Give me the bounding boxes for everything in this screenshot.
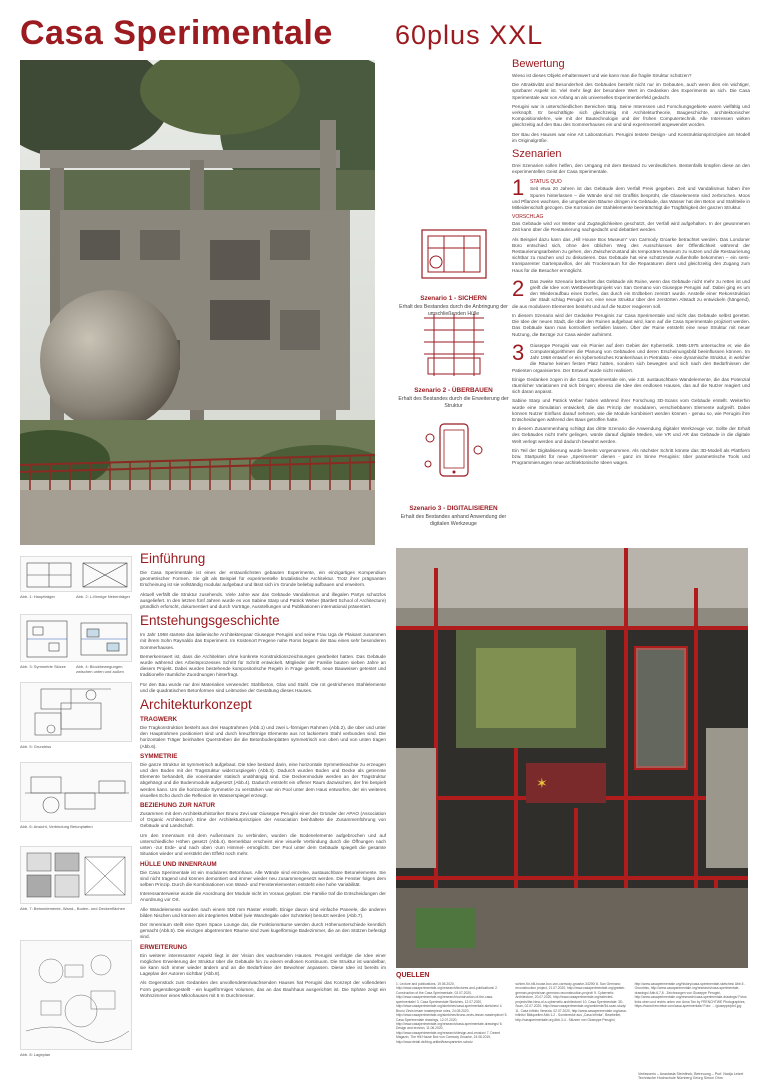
drawing-main-frames xyxy=(20,556,132,592)
bewertung-heading: Bewertung xyxy=(512,58,565,70)
architektur-text: Alle Wandelemente wurden nach einem 500 mm Raster erstellt. Einige davon sind einfache Paneele, die anderen bilden Nischen und können als integriertes Möbel (wie Wandregale oder Schränke) benutzt werden (Abb.7). xyxy=(140,906,386,918)
drawing-site-plan xyxy=(20,940,132,1050)
interior-photo xyxy=(396,548,748,968)
sources-col: http://www.casaperimentale.org/history/casa-sperimentale-sketches/ Abb.5 - Grundriss, http://www.casaperimentale.org/research/casa-sperimentale-drawings/ Abb.6,7,8 - Zeichnungen von Giuseppe Perugini, http://www.casaperimentale.org/research/casa-sperimentale-drawings/ Fotos links oben und rechts unten von Anna Tan by FRENCHTWE Photographies, https://www.frenchtwe.com/casa-sperimentale/ Foto: …/giuseppe/pb4.jpg xyxy=(634,982,747,1009)
drawing-floorplan xyxy=(20,682,132,742)
scenario-1-title: Szenario 1 - SICHERN xyxy=(420,295,487,302)
poster-subtitle: 60plus XXL xyxy=(395,20,544,50)
entstehung-text: Für den Bau wurde nur drei Materialien verwendet: Stahlbeton, Glas und Stahl. Die rot gestrichenen Stahlelemente und die quadratischen Betonformen sind Leitmotive der Gestaltung dieses Hauses. xyxy=(140,681,386,693)
drawing-symmetry xyxy=(20,614,132,662)
caption: Abb. 7: Betonelemente, Wand-, Boden- und Deckenflächen xyxy=(20,906,126,911)
scenario-2-card xyxy=(396,310,511,409)
architektur-text: Die Tragkonstruktion besteht aus drei Hauptrahmen (Abb.1) und zwei L-förmigen Rahmen (Abb.2), die über und unter den Hauptrahmen positioniert sind und durch kreuzförmige Elemente aus rot lackiertem Stahl verbunden sind. Die horizontalen Träger beinhalten Querstreben die die Betonbodenplatten symmetrisch von oben und von unten tragen (Abb.6). xyxy=(140,725,386,749)
szenarien-heading: Szenarien xyxy=(512,148,562,161)
sources-heading: QUELLEN xyxy=(396,972,430,979)
caption: Abb. 5: Grundriss xyxy=(20,744,52,749)
sources-col: 1. Lecture and publications, 19.06.2020, http://www.casaperimentale.org/research/lectures-and-publications/ 2. Construction of the Casa Sperimentale, 03.07.2020, http://www.casaperimentale.org/research/construction-of-the-casa-sperimentale/ 3. Casa Sperimentale Sketches, 12.07.2020, http://www.casaperimentale.org/sketches/casa-sperimentale-sketches/ 4. Bruno Zevis lesser masterpiece rules, 24.08.2020, http://www.casaperimentale.org/sketches/bruno-zevis-lesser-masterpiece/ 5. Casa Sperimentale drawings, 12.07.2020, http://www.casaperimentale.org/research/casa-sperimentale-drawings/ 6. Design and erosion, 11.06.2020, http://www.casaperimentale.org/research/design-and-erosion/ 7. Desert Magazin, The Hill House Box von Carmody Groarke, 24.08.2019, http://www.detail.de/blog-artikel/transparenter-schutz xyxy=(396,982,508,1044)
subsection-heading: ERWEITERUNG xyxy=(140,943,188,951)
scenario-2-title: Szenario 2 - ÜBERBAUEN xyxy=(414,387,493,394)
entstehung-text: Im Jahr 1968 startete das italienische Architektenpaar Giuseppe Perugini und seine Frau Uga de Plaisant zusammen mit ihrem Sohn Raynaldo das Experiment. Im Küstenort Fregene nahe Roms begann der Bau eines sehr besonderen Sommerhauses. xyxy=(140,632,386,650)
scenario-1-card xyxy=(396,218,511,317)
bewertung-text: Perugini war in unterschiedlichen Bereichen tätig. Seine Interessen und Forschungsgebiete waren vielfältig und verknüpft. Er beschäftigte sich gleichzeitig mit Architekturtheorie, Baugeschichte, architektonischer Kompositionslehre, wie mit der Bautechnologie und der frühen Computertechnik. Alle Interessen wirken gleichzeitig auf den Bau des Sommerhauses ein und sind experimentell angewendet worden. xyxy=(512,103,750,128)
szenario-text: Giuseppe Perugini war ein Pionier auf dem Gebiet der Kybernetik. 1965-1975 untersuchte er, wie die Computeralgorithmen die Planung von Gebäuden und deren Erscheinungsbild beeinflussen können. Im Jahr 1968 entwarf er ein kybernetisches Krankenhaus in Pietralata - eine dynamische Struktur, in welcher die Räume keinen festen Platz hatten, sondern sich bewegten und sich nach den Bedürfnissen der Patienten organisierten. Der Entwurf wurde nicht realisiert. xyxy=(512,342,750,373)
szenarien-intro: Drei Szenarien sollen helfen, den Umgang mit dem Bestand zu verdeutlichen. Bestenfalls knüpfen diese an den experimentellen Geist der Casa Sperimentale. xyxy=(512,163,750,175)
sources-section xyxy=(396,972,748,1082)
szenario-text: Ein Teil der Digitalisierung wurde bereits vorgenommen. Als nächster Schritt könnte das 3D-Modell als Plattform bzw. Startpunkt für neue „Sperimente“ dienen - ganz im Sinne Peruginis: über parametrische Tools und Programmierungen neue architektonische Ideen wagen. xyxy=(512,447,750,466)
architektur-text: Interessanterweise wurde die Anordnung der Module nicht im Voraus geplant. Die Familie traf die Entscheidungen der Anordnung vor Ort. xyxy=(140,891,386,903)
caption: Abb. 2: L-förmige Nebenträger xyxy=(76,594,131,599)
subsection-heading: TRAGWERK xyxy=(140,716,178,724)
einfuehrung-text: Die Casa Sperimentale ist eines der erstaunlichsten gebauten Experimente, ein einzigartiges Kompendium geometrischer Formen. Sie gilt als Beispiel für experimentelle brutalistische Architektur. Trotz ihrer prägnanten Erscheinung ist sie vollständig modular aufgebaut und lässt sich im Grunde beliebig aufbauen und erweitern. xyxy=(140,570,386,588)
caption: Abb. 1: Hauptträger xyxy=(20,594,55,599)
scenario-3-card xyxy=(396,420,511,527)
szenario-2-block xyxy=(512,279,750,341)
architektur-text: Ein weiterer interessanter Aspekt liegt in der Vision des wachsenden Hauses. Perugini verfolgte die Idee einer möglichen Erweiterung der Struktur über die Gebäude hin zu einem endlosen Kontinuum. Die Struktur ist wandelbar, sie kann sich immer wieder ändern und an die Bedürfnisse der Bewohner anpassen. Diese Idee ist bereits im Lageplan der Autoren sichtbar (Abb.8). xyxy=(140,952,386,977)
bewertung-text: Die Attraktivität und Besonderheit des Gebäudes besteht nicht nur im Gebauten, auch wenn dies ein wichtiger, spürbarer Aspekt ist. Viel mehr liegt der besondere Wert im Gedanken des Experiments an sich. Die Casa Sperimentale war von Anfang an als universelles Experimentierfeld gedacht. xyxy=(512,82,750,100)
author-credit: Verfasserin – Anastasia Steinfinck, Betreuung – Prof. Nadja Letzel Technische Hochschule Nürnberg Georg Simon Ohm xyxy=(638,1072,744,1080)
poster-title: Casa Sperimentale xyxy=(20,14,333,52)
svg-text:✶: ✶ xyxy=(536,776,548,792)
einfuehrung-text: Aktuell verfällt die Struktur zusehends. Viele Jahre war das Gebäude Vandalismus und illegalen Partys schutzlos ausgeliefert. In den letzten fünf Jahren wurde es von Sabine Starp und Patrick Weber (Bartlett School of Architecture) gründlich erforscht, dokumentiert und durch Vorträge, Ausstellungen und Publikationen international präsentiert. xyxy=(140,591,386,610)
scenario-2-desc: Erhalt des Bestandes durch die Erweiterung der Struktur xyxy=(398,396,509,409)
scenario-3-icon xyxy=(414,420,494,498)
hero-photo-casa-sperimentale xyxy=(20,60,375,545)
main-text-column xyxy=(140,548,386,1078)
bewertung-szenarien-column xyxy=(512,58,750,548)
szenario-text: Seit etwa 20 Jahren ist das Gebäude dem Verfall Preis gegeben. Zeit und Vandalismus haben ihre Spuren hinterlassen – die Wände sind mit Graffitis besprüht, die Glaselemente sind zerbrochen. Moos und Pflanzen wachsen, die umgebenden Bäume dringen ins Gebäude, das Wasser hat den Beton und Stahlteile in Mitleidenschaft gezogen. Die Korrosion der Stahlelemente beeinträchtigt die Tragfähigkeit der ganzen Struktur. xyxy=(512,186,750,211)
szenario-text: Sabine Starp und Patrick Weber haben während ihrer Forschung 3D-Scans vom Gebäude erstellt. Weiterhin wurde eine Simulation entwickelt, die das Prinzip der modularen, verschiebbaren Elemente aufgreift. Dabei können Nutzer Einfluss darauf nehmen, wie die Module kombiniert werden können - genau so, wie Perugini ihre Entscheidungen während des Baus getroffen hatte. xyxy=(512,398,750,422)
einfuehrung-heading: Einführung xyxy=(140,551,206,566)
scenario-2-icon xyxy=(414,310,494,380)
caption: Abb. 4: Blockbewegungen zwischen unten und außen xyxy=(76,664,124,674)
subsection-heading: BEZIEHUNG ZUR NATUR xyxy=(140,802,216,810)
szenario-text: Einige Gedanken zogen in die Casa Sperimentale ein, wie z.B. austauschbare Wandelemente, die das Potenzial räumlicher Variationen mit sich bringen; ebenso die Idee des endlosen Hauses, das auf die Nutzer reagiert und sich daran anpasst. xyxy=(512,376,750,395)
szenario-text: Als Beispiel dazu kann das „Hill House Box Museum“ von Carmody Groarke betrachtet werden. Das Londoner Büro entschied sich, ohne den üblichen Weg des Ausschlusses der Öffentlichkeit während der Restaurierungsarbeiten zu gehen, den Zwischenzustand als temporäres Museum zu nutzen und die Restaurierung sichtbar zu machen und zu diskutieren. Das Gebäude hat eine schützende Außenhülle bekommen – ein semi-transparenter Gartenpavillon, der als Trockenraum für die Reparaturen dient und gleichzeitig den Zugang zum Haus für die Besucher ermöglicht. xyxy=(512,236,750,273)
vorschlag-label: VORSCHLAG xyxy=(512,214,544,221)
scenario-icons-column xyxy=(396,60,511,550)
scenario-1-desc: Erhalt des Bestandes durch die Anbringung der umschließenden Hülle xyxy=(399,304,508,317)
drawings-column xyxy=(20,552,132,1072)
caption: Abb. 8: Lageplan xyxy=(20,1052,51,1057)
szenario-number: 2 xyxy=(512,278,525,301)
architektur-text: Die ganze Struktur ist symmetrisch aufgebaut. Die Idee bestand darin, eine horizontale Symmetrieachse zu erzeugen und den Boden mit der Tragstruktur widerzuspiegeln (Abb.3). Dadurch wurden Boden und Decke als getrennte Elemente behandelt, die voneinander statisch unabhängig sind. Die Deckenmodule werden an der Tragstruktur abgehängt und die Bodenmodule aufgesetzt (Abb.4). Dadurch entsteht ein offener Raum dazwischen, der frei bespielt werden kann. Um die horizontale Symmetrie zu verstärken war ein Pool unter dem Haus entworfen, der ein weiteres visuelles Echo durch die Reflexion im Wasserspiegel erzeugt. xyxy=(140,761,386,798)
szenario-text: In diesem Zusammenhang schlägt das dritte Szenario die Anwendung digitaler Werkzeuge vor. Sollte der Erhalt des Gebäudes nicht mehr gelingen, würde darauf digitale Medien, wie VR und AR das Gebäude in die digitale Welt verlegt werden und dadurch bewahrt werden. xyxy=(512,426,750,444)
caption: Abb. 3: Symmetrie Skizze xyxy=(20,664,66,669)
architektur-text: Die Casa Sperimentale ist ein modulares Betonhaus. Alle Wände sind einzelne, austauschbare Betonelemente. Sie sind nicht tragend und können demontiert und immer wieder neu zusammengesetzt werden. Die Fenster folgen dem selben Prinzip. Durch die Kombinationen von Wand- und Fensterelementen entsteht eine hohe Variabilität. xyxy=(140,869,386,887)
szenario-number: 3 xyxy=(512,342,525,365)
subsection-heading: HÜLLE UND INNENRAUM xyxy=(140,860,217,868)
caption: Abb. 6: Ansicht, Verbindung Betonplatten xyxy=(20,824,93,829)
architektur-text: Um den Innenraum mit dem Außenraum zu verbinden, wurden die Bodenelemente aufgebrochen und auf unterschiedliche Höhen gesetzt (Abb.4). Bemerkbar erscheint eine visuelle Verbindung durch die Öffnungen nach unten -zur Erde- und nach oben -zum Himmel- ermöglicht. Der Pool unter dem Gebäude spiegelt die gesamte Situation wieder und verstärkt den Effekt noch mehr. xyxy=(140,832,386,857)
status-quo-label: STATUS QUO xyxy=(530,179,562,186)
entstehung-heading: Entstehungsgeschichte xyxy=(140,613,280,629)
szenario-3-block xyxy=(512,343,750,470)
subsection-heading: SYMMETRIE xyxy=(140,752,178,760)
szenario-text: Das Gebäude wird vor Wetter und Zugänglichkeiten geschützt, der Verfall wird aufgehalten. In der gewonnenen Zeit kann über die Restaurierung nachgedacht und debattiert werden. xyxy=(512,221,750,233)
szenario-number: 1 xyxy=(512,178,525,201)
szenario-1-block xyxy=(512,178,750,276)
architektur-heading: Architekturkonzept xyxy=(140,697,252,713)
bewertung-text: Wieso ist dieses Objekt erhaltenswert und wie kann man die fragile Struktur schützen? xyxy=(512,73,692,78)
drawing-wall-elements xyxy=(20,846,132,904)
architektur-text: Der Innenraum stellt eine Open Space Lounge dar, die Funktionsräume werden durch Höhenunterschiede kenntlich gemacht (Abb.5). Die einzigen abgetrennten Räume sind zwei kugelförmige Badezimmer, die an den Stützen befestigt sind. xyxy=(140,921,386,940)
scenario-3-desc: Erhalt des Bestandes anhand Anwendung der digitalen Werkzeuge xyxy=(400,514,507,527)
drawing-elevation xyxy=(20,762,132,822)
sources-col: schirm-für-hill-house-box-von-carmody-groarke-34290/ 8. San Germano reconstruction project, 21.07.2020, http://www.casaperimentale.org/greater-german-projects/san-germano-reconstruction-project/ 9. Cybernetic Architecture, 20.07.2020, http://www.casaperimentale.org/selected-projects/the-idea-of-a-cybernetic-architecture/ 10. Casa Sperimentale: 3D-Scan, 02.07.2020, http://www.casaperimentale.org/ambiente/3d-scan-study/ 11. Casa Infinito Venezia, 02.07.2020, http://www.casaperimentale.org/casa-infinito/ Bildquellen Abb.1-2 - Sonderecke aus „Casa Infinita“, Bearbeitet, http://casaperimentale.org Abb.3-4 - Skizzen von Giuseppe Perugini, xyxy=(515,982,627,1022)
entstehung-text: Bemerkenswert ist, dass die Architekten ohne konkrete Konstruktionszeichnungen gearbeitet hatten. Das Gebäude wurde während des Arbeitsprozesses Schritt für Schritt entwickelt. Mitglieder der Familie bauten sieben Jahre an diesem Projekt. Dabei wurden bestehende kompositorische Regeln in Frage gestellt, neue Bauweisen getestet und traditionelle räumliche Zuordnungen hinterfragt. xyxy=(140,653,386,678)
architektur-text: Als Gegenstück zum Gedanken des unvollendeten/wachsenden Hauses hat Perugini das Konzept der vollendeten Form gegenübergestellt - ein kugelförmiges Volumen, das an das Bauhhaus ausgerichtet ist. Die Sphäre zeigt ein Wohnzimmer eines Mikrohauses mit 5 m Durchmesser. xyxy=(140,980,386,998)
scenario-3-title: Szenario 3 - DIGITALISIEREN xyxy=(409,505,498,512)
szenario-text: In diesem Szenario wird der Gedanke Peruginis zur Casa Sperimentale und nicht das Gebäude selbst gerettet. Die Idee der neuen Stadt, die über den Ruinen aufgebaut wird, kann auf die Casa Sperimentale projiziert werden. Das Gebäude kann man kontrolliert verfallen lassen. Über der Ruine entsteht eine neue Struktur mit neuer Nutzung, die Bezüge zur Casa wieder aufnimmt. xyxy=(512,312,750,337)
bewertung-text: Der Bau des Hauses war eine Art Laboratorium. Perugini testete Design- und Konstruktionsprinzipien am Modell im Originalgröße. xyxy=(512,131,750,143)
architektur-text: Zusammen mit dem Architekturhistoriker Bruno Zevi war Giuseppe Perugini einer der Gründer der APAO (Association of Organic Architecture). Eine der Architekturprinzipien der Association beinhaltete die Zusammenführung von Gebäude und Landschaft. xyxy=(140,811,386,829)
scenario-1-icon xyxy=(414,218,494,288)
szenario-text: Das zweite Szenario betrachtet das Gebäude als Ruine, wenn das Gebäude nicht mehr zu retten ist und greift die Idee vom Wettbewerbsprojekt von San Gemano von Giuseppe Perugini auf. Dabei ging es um den Wiederaufbau eines Dorfes, das durch ein Erdbeben zerstört wurde. Anstelle einer Rekonstruktion der Stadt schlug Perugini vor, eine neue Struktur über den zerstörten Altstadt zu entwickeln (hängend), die aus modularen Elementen besteht und auf die Nutzer reagieren soll. xyxy=(512,278,750,309)
